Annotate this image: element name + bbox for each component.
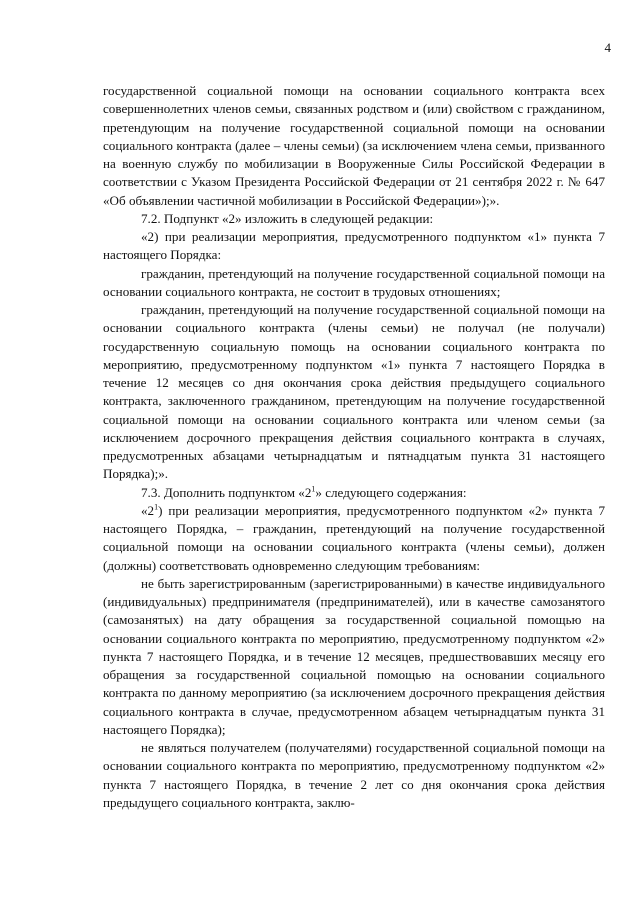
paragraph-7-3-text-after: » следующего содержания: — [315, 484, 467, 500]
paragraph-continuation: государственной социальной помощи на основании социального контракта всех совершеннолетних членов семьи, связанных родством и (или) свойством с гражданином, претендующим на получение государственной социальной помощи на основании социального контракта (далее – члены семьи) (за исключением члена семьи, призванного на военную службу по мобилизации в Вооруженные Силы Российской Федерации в соответствии с Указом Президента Российской Федерации от 21 сентября 2022 г. № 647 «Об объявлении частичной мобилизации в Российской Федерации»);». — [103, 83, 605, 208]
paragraph-subitem-2-1 — [103, 502, 605, 575]
paragraph-employment-condition: гражданин, претендующий на получение государственной социальной помощи на основании социального контракта, не состоит в трудовых отношениях; — [103, 265, 605, 299]
paragraph-7-3-text-before: 7.3. Дополнить подпунктом «2 — [141, 484, 312, 500]
document-body — [103, 82, 605, 812]
superscript-index: 1 — [154, 502, 159, 512]
paragraph-7-2-heading: 7.2. Подпункт «2» изложить в следующей редакции: — [141, 210, 434, 226]
page-number: 4 — [604, 40, 611, 55]
paragraph-7-3-heading — [103, 484, 605, 502]
paragraph-prior-assistance-condition: гражданин, претендующий на получение государственной социальной помощи на основании социального контракта (члены семьи) не получал (не получали) государственную социальную помощь на основании социального контракта по мероприятию, предусмотренному подпунктом «1» пункта 7 настоящего Порядка в течение 12 месяцев со дня окончания срока действия предыдущего социального контракта, заключенного гражданином, претендующим на получение государственной социальной помощи на основании социального контракта или членом семьи (за исключением досрочного прекращения действия социального контракта в случаях, предусмотренных абзацами четырнадцатым и пятнадцатым пункта 31 настоящего Порядка);». — [103, 302, 605, 482]
paragraph-recipient-condition: не являться получателем (получателями) государственной социальной помощи на основании социального контракта по мероприятию, предусмотренному подпунктом «2» пункта 7 настоящего Порядка, в течение 2 лет со дня окончания срока действия предыдущего социального контракта, заклю- — [103, 740, 605, 810]
paragraph-entrepreneur-condition: не быть зарегистрированным (зарегистрированными) в качестве индивидуального (индивидуальных) предпринимателя (предпринимателей), или в качестве самозанятого (самозанятых) на дату обращения за государственной социальной помощью на основании социального контракта по мероприятию, предусмотренному подпунктом «2» пункта 7 настоящего Порядка, и в течение 12 месяцев, предшествовавших месяцу его обращения за государственной социальной помощью на основании социального контракта по данному мероприятию (за исключением досрочного прекращения действия социального контракта в случае, предусмотренном абзацем четырнадцатым пункта 31 настоящего Порядка); — [103, 575, 605, 737]
paragraph-2-1-text-before: «2 — [141, 502, 155, 518]
paragraph-2-1-text-after: ) при реализации мероприятия, предусмотренного подпунктом «2» пункта 7 настоящего Порядка, – гражданин, претендующий на получение государственной социальной помощи на основании социального контракта (члены семьи), должен (должны) соответствовать одновременно следующим требованиям: — [103, 502, 605, 573]
paragraph-subitem-2: «2) при реализации мероприятия, предусмотренного подпунктом «1» пункта 7 настоящего Порядка: — [103, 229, 605, 263]
superscript-index: 1 — [311, 484, 316, 494]
